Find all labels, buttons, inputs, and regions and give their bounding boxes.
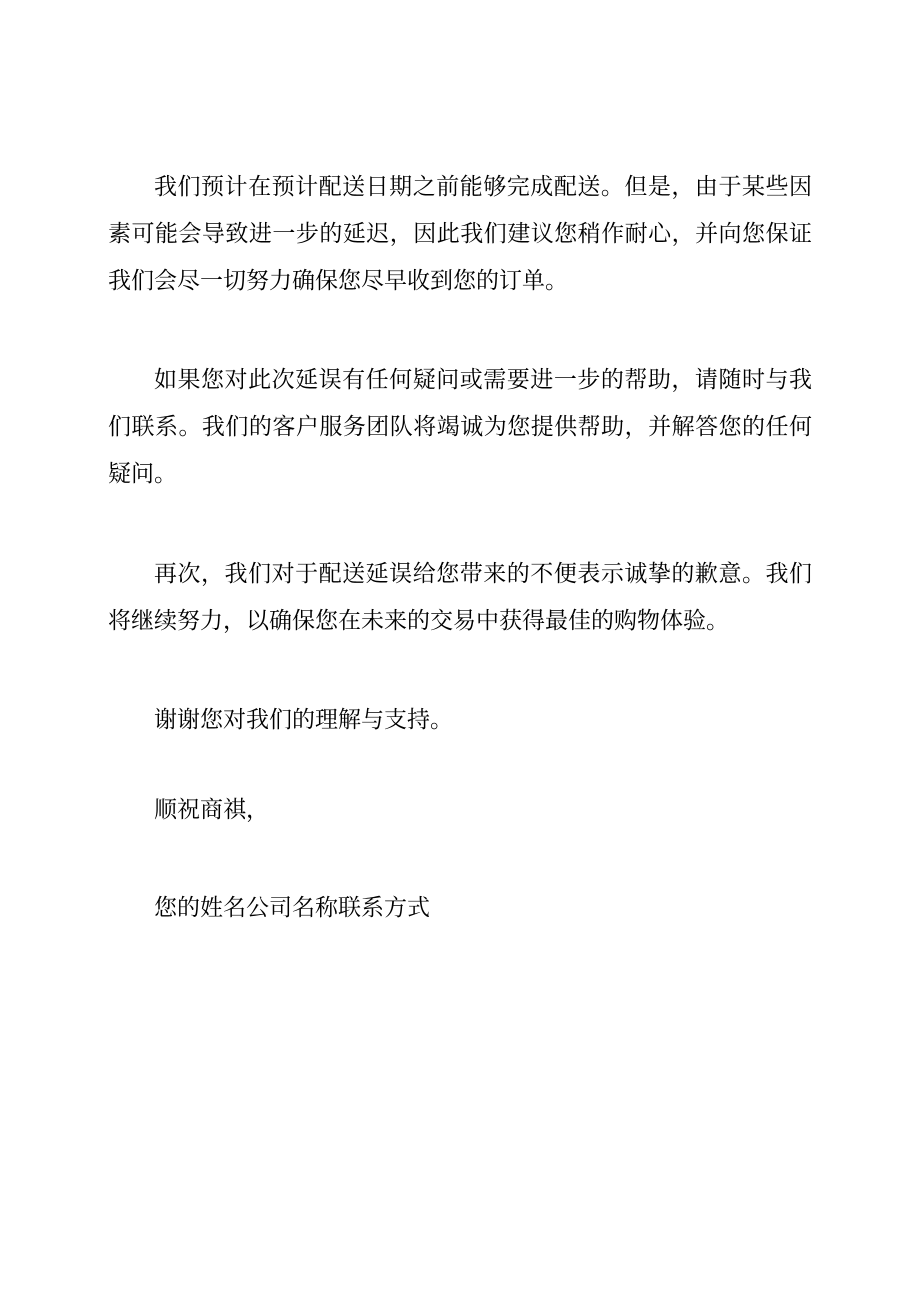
signature-line: 您的姓名公司名称联系方式 xyxy=(154,895,430,921)
paragraph-contact-support: 如果您对此次延误有任何疑问或需要进一步的帮助，请随时与我们联系。我们的客户服务团队将竭诚为您提供帮助，并解答您的任何疑问。 xyxy=(108,367,812,487)
paragraph-delivery-estimate: 我们预计在预计配送日期之前能够完成配送。但是，由于某些因素可能会导致进一步的延迟，因此我们建议您稍作耐心，并向您保证我们会尽一切努力确保您尽早收到您的订单。 xyxy=(108,174,812,294)
closing-line: 顺祝商祺， xyxy=(154,797,269,823)
paragraph-apology: 再次，我们对于配送延误给您带来的不便表示诚挚的歉意。我们将继续努力，以确保您在未来的交易中获得最佳的购物体验。 xyxy=(108,561,812,634)
thanks-line: 谢谢您对我们的理解与支持。 xyxy=(154,707,453,733)
